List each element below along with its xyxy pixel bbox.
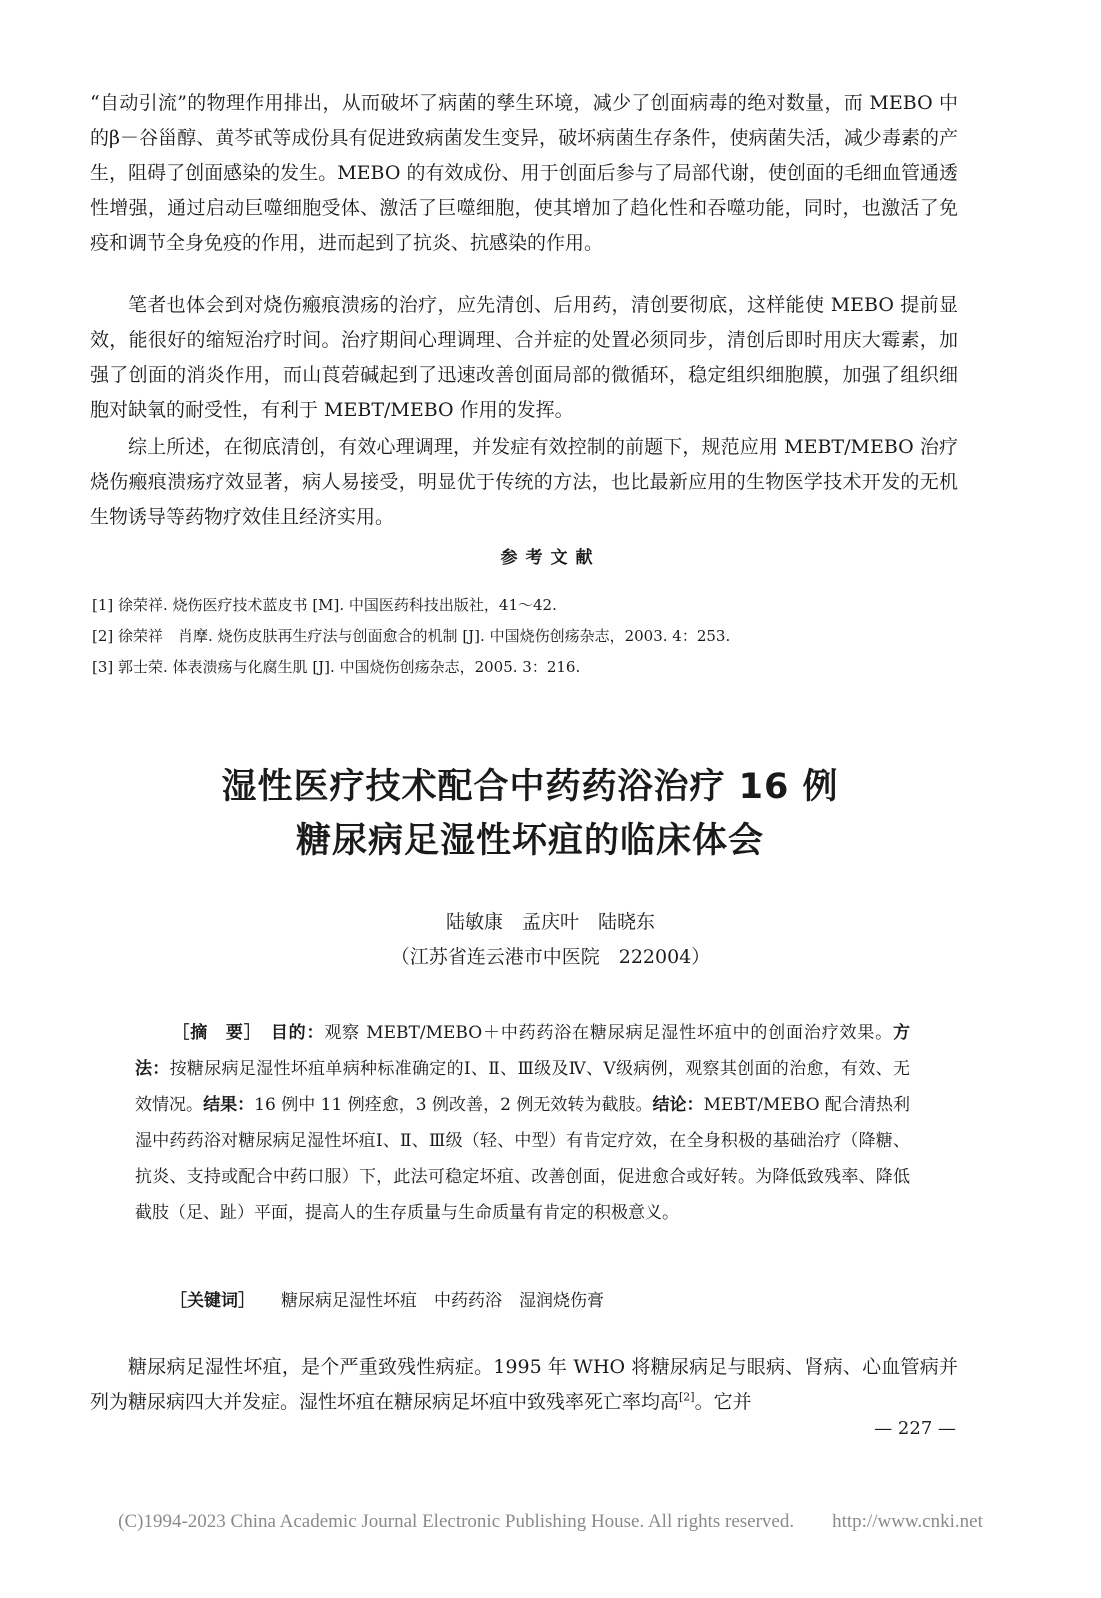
reference-item: [2] 徐荣祥 肖摩. 烧伤皮肤再生疗法与创面愈合的机制 [J]. 中国烧伤创疡杂志，2003. 4：253.	[92, 627, 731, 645]
copyright-footer: (C)1994-2023 China Academic Journal Electronic Publishing House. All rights reserved. http://www.cnki.net	[118, 1511, 983, 1532]
page-number: — 227 —	[874, 1418, 956, 1439]
conclusion-text: MEBT/MEBO 配合清热利湿中药药浴对糖尿病足湿性坏疽Ⅰ、Ⅱ、Ⅲ级（轻、中型）有肯定疗效，在全身积极的基础治疗（降糖、抗炎、支持或配合中药口服）下，此法可稳定坏疽、改善创面，促进愈合或好转。为降低致残率、降低截肢（足、趾）平面，提高人的生存质量与生命质量有肯定的积极意义。	[135, 1095, 910, 1223]
keywords-label: ［关键词］	[170, 1291, 255, 1311]
result-text: 16 例中 11 例痊愈，3 例改善，2 例无效转为截肢。	[254, 1095, 653, 1115]
keywords	[170, 1286, 910, 1316]
intro-paragraph	[90, 1350, 958, 1420]
result-label: 结果：	[203, 1095, 255, 1115]
body-paragraph-2: 笔者也体会到对烧伤瘢痕溃疡的治疗，应先清创、后用药，清创要彻底，这样能使 MEBO 提前显效，能很好的缩短治疗时间。治疗期间心理调理、合并症的处置必须同步，清创后即时用庆大霉素，加强了创面的消炎作用，而山莨菪碱起到了迅速改善创面局部的微循环，稳定组织细胞膜，加强了组织细胞对缺氧的耐受性，有利于 MEBT/MEBO 作用的发挥。	[90, 294, 958, 421]
article-title-line-2: 糖尿病足湿性坏疽的临床体会	[295, 821, 764, 861]
article-authors: 陆敏康 孟庆叶 陆晓东	[445, 911, 655, 933]
method-text: 按糖尿病足湿性坏疽单病种标准确定的Ⅰ、Ⅱ、Ⅲ级及Ⅳ、Ⅴ级病例，观察其创面的治愈，有效、无效情况。	[135, 1059, 910, 1115]
intro-text: 糖尿病足湿性坏疽，是个严重致残性病症。1995 年 WHO 将糖尿病足与眼病、肾病、心血管病并列为糖尿病四大并发症。湿性坏疽在糖尿病足坏疽中致残率死亡率均高	[90, 1356, 958, 1413]
abstract	[135, 1015, 910, 1231]
body-paragraph-1: “自动引流”的物理作用排出，从而破坏了病菌的孳生环境，减少了创面病毒的绝对数量，而 MEBO 中的β－谷甾醇、黄芩甙等成份具有促进致病菌发生变异，破坏病菌生存条件，使病菌失活，减少毒素的产生，阻碍了创面感染的发生。MEBO 的有效成份、用于创面后参与了局部代谢，使创面的毛细血管通透性增强，通过启动巨噬细胞受体、激活了巨噬细胞，使其增加了趋化性和吞噬功能，同时，也激活了免疫和调节全身免疫的作用，进而起到了抗炎、抗感染的作用。	[90, 92, 958, 254]
references-heading: 参考文献	[500, 548, 601, 568]
objective-text: 观察 MEBT/MEBO＋中药药浴在糖尿病足湿性坏疽中的创面治疗效果。	[324, 1023, 894, 1043]
reference-item: [3] 郭士荣. 体表溃疡与化腐生肌 [J]. 中国烧伤创疡杂志，2005. 3：216.	[92, 658, 581, 676]
article-affiliation: （江苏省连云港市中医院 222004）	[390, 946, 711, 968]
reference-item: [1] 徐荣祥. 烧伤医疗技术蓝皮书 [M]. 中国医药科技出版社，41～42.	[92, 596, 557, 614]
method-label: 方法：	[135, 1023, 911, 1079]
keywords-text: 糖尿病足湿性坏疽 中药药浴 湿润烧伤膏	[281, 1291, 604, 1311]
intro-tail: 。它并	[694, 1391, 752, 1413]
objective-label: 目的：	[270, 1023, 325, 1043]
article-title	[90, 760, 970, 868]
body-paragraph-3: 综上所述，在彻底清创，有效心理调理，并发症有效控制的前题下，规范应用 MEBT/MEBO 治疗烧伤瘢痕溃疡疗效显著，病人易接受，明显优于传统的方法，也比最新应用的生物医学技术开发的无机生物诱导等药物疗效佳且经济实用。	[90, 436, 958, 528]
abstract-label: ［摘 要］	[172, 1023, 254, 1043]
article-title-line-1: 湿性医疗技术配合中药药浴治疗 16 例	[221, 767, 839, 807]
conclusion-label: 结论：	[652, 1095, 704, 1115]
reference-list	[92, 590, 952, 683]
citation-marker: [2]	[679, 1390, 695, 1404]
